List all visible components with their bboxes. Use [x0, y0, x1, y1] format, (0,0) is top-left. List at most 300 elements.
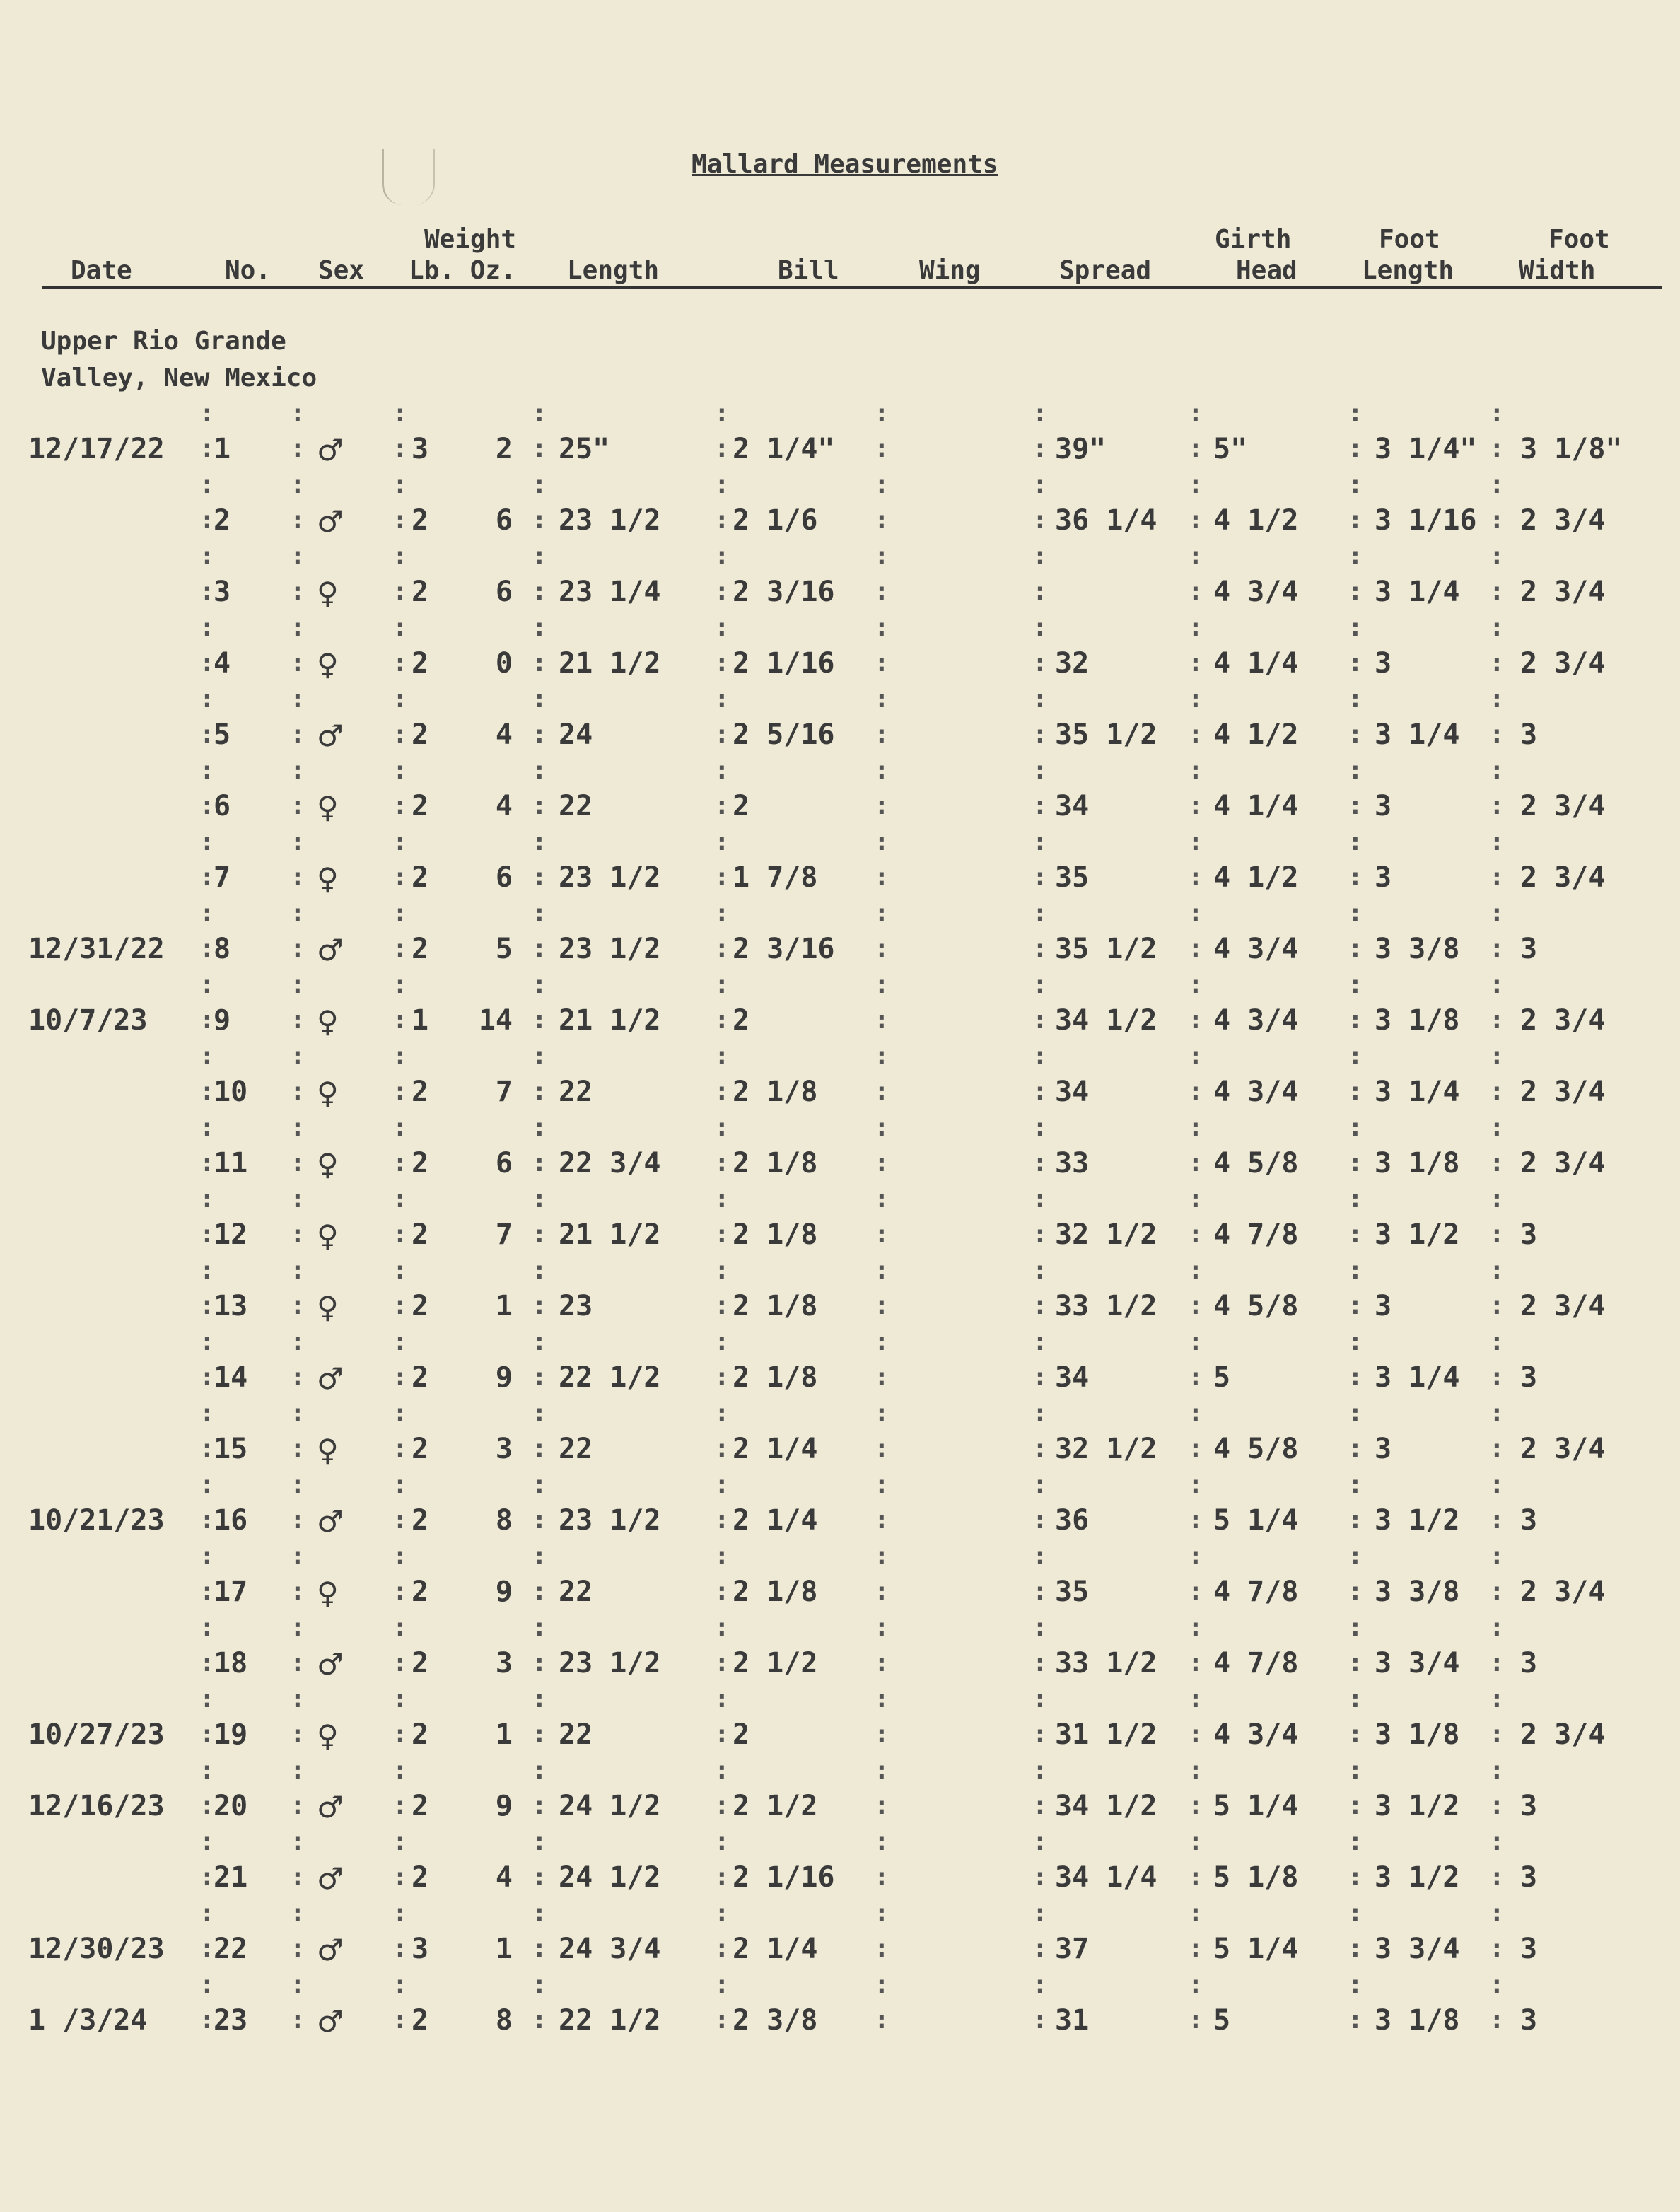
- column-separator: :: [1489, 1720, 1505, 1749]
- cell-lb: 2: [412, 1790, 429, 1822]
- column-separator: :: [199, 863, 215, 892]
- cell-foot-width: 2 3/4: [1520, 1290, 1606, 1322]
- column-separator: :: [199, 1863, 215, 1892]
- column-separator: :: [714, 1934, 730, 1963]
- column-separator: :: [392, 1184, 408, 1213]
- cell-sex: ♂: [317, 933, 344, 967]
- column-separator: :: [874, 1791, 889, 1820]
- column-separator: :: [1188, 1291, 1203, 1320]
- column-separator: :: [1188, 1148, 1203, 1177]
- column-separator: :: [199, 934, 215, 963]
- cell-foot-length: 3 1/4: [1375, 1076, 1460, 1108]
- cell-oz: 3: [495, 1647, 513, 1680]
- cell-length: 23: [559, 1290, 593, 1322]
- column-separator: :: [392, 1470, 408, 1499]
- column-separator: :: [1348, 1506, 1363, 1535]
- cell-foot-width: 2 3/4: [1520, 1433, 1606, 1465]
- cell-date: 12/30/23: [28, 1933, 165, 1965]
- column-separator: :: [1489, 542, 1505, 571]
- column-separator: :: [1032, 720, 1048, 749]
- column-separator: :: [1032, 1363, 1048, 1392]
- cell-no: 10: [214, 1076, 248, 1108]
- cell-foot-length: 3 1/8: [1375, 1718, 1460, 1751]
- column-separator: :: [1188, 1684, 1203, 1713]
- column-separator: :: [1348, 934, 1363, 963]
- column-separator: :: [1348, 1791, 1363, 1820]
- column-separator: :: [199, 1934, 215, 1963]
- cell-sex: ♀: [317, 1576, 339, 1610]
- column-separator: :: [714, 1577, 730, 1606]
- column-separator: :: [874, 1006, 889, 1035]
- column-separator: :: [1032, 1327, 1048, 1356]
- cell-date: 10/7/23: [28, 1004, 148, 1037]
- column-separator: :: [1188, 1042, 1203, 1071]
- column-separator: :: [199, 1042, 215, 1071]
- cell-no: 23: [214, 2004, 248, 2037]
- cell-spread: 35: [1055, 1576, 1090, 1608]
- column-separator: :: [532, 1863, 547, 1892]
- cell-length: 22: [559, 1576, 593, 1608]
- cell-foot-length: 3 1/2: [1375, 1790, 1460, 1822]
- column-separator: :: [1188, 1756, 1203, 1785]
- column-separator: :: [1489, 1863, 1505, 1892]
- column-separator: :: [290, 970, 305, 999]
- column-separator: :: [1032, 1970, 1048, 1999]
- cell-foot-width: 2 3/4: [1520, 1718, 1606, 1751]
- column-separator: :: [1489, 1791, 1505, 1820]
- cell-girth: 4 1/2: [1213, 861, 1299, 894]
- cell-girth: 4 7/8: [1213, 1218, 1299, 1251]
- cell-foot-width: 2 3/4: [1520, 1576, 1606, 1608]
- column-separator: :: [1032, 1791, 1048, 1820]
- cell-spread: 34 1/2: [1055, 1790, 1157, 1822]
- cell-spread: 34: [1055, 1076, 1090, 1108]
- column-separator: :: [1032, 1113, 1048, 1142]
- cell-lb: 2: [412, 504, 429, 537]
- column-separator: :: [874, 1434, 889, 1463]
- column-separator: :: [714, 1613, 730, 1642]
- column-separator: :: [392, 1720, 408, 1749]
- cell-bill: 2 1/6: [733, 504, 818, 537]
- column-separator: :: [532, 1291, 547, 1320]
- column-separator: :: [1188, 863, 1203, 892]
- column-separator: :: [392, 899, 408, 928]
- column-separator: :: [874, 1613, 889, 1642]
- column-separator: :: [1348, 1934, 1363, 1963]
- column-separator: :: [874, 470, 889, 499]
- column-separator: :: [874, 685, 889, 714]
- column-separator: :: [714, 542, 730, 571]
- column-separator: :: [1032, 1220, 1048, 1249]
- cell-girth: 4 5/8: [1213, 1290, 1299, 1322]
- column-separator: :: [1188, 1970, 1203, 1999]
- column-separator: :: [199, 1827, 215, 1856]
- column-separator: :: [290, 1791, 305, 1820]
- column-separator: :: [1348, 720, 1363, 749]
- column-separator: :: [1348, 1684, 1363, 1713]
- column-separator: :: [532, 2006, 547, 2035]
- column-separator: :: [199, 827, 215, 856]
- column-separator: :: [199, 1542, 215, 1571]
- cell-foot-width: 3: [1520, 718, 1538, 751]
- column-separator: :: [1348, 470, 1363, 499]
- column-separator: :: [1348, 827, 1363, 856]
- column-separator: :: [1032, 399, 1048, 428]
- column-separator: :: [392, 827, 408, 856]
- cell-foot-width: 3 1/8": [1520, 433, 1623, 465]
- column-separator: :: [714, 827, 730, 856]
- cell-foot-length: 3 1/4": [1375, 433, 1477, 465]
- column-separator: :: [1348, 1113, 1363, 1142]
- column-separator: :: [199, 1648, 215, 1677]
- cell-girth: 4 3/4: [1213, 1004, 1299, 1037]
- column-separator: :: [874, 1756, 889, 1785]
- cell-sex: ♂: [317, 718, 344, 753]
- column-separator: :: [199, 1006, 215, 1035]
- cell-oz: 4: [495, 790, 513, 822]
- cell-no: 12: [214, 1218, 248, 1251]
- column-separator: :: [199, 1327, 215, 1356]
- column-separator: :: [392, 542, 408, 571]
- column-separator: :: [1348, 506, 1363, 535]
- column-separator: :: [290, 1113, 305, 1142]
- column-separator: :: [532, 970, 547, 999]
- column-separator: :: [1489, 720, 1505, 749]
- cell-length: 23 1/2: [559, 861, 661, 894]
- column-separator: :: [290, 791, 305, 820]
- cell-foot-width: 3: [1520, 1647, 1538, 1680]
- cell-length: 22 1/2: [559, 2004, 661, 2037]
- cell-no: 7: [214, 861, 231, 894]
- column-separator: :: [1348, 542, 1363, 571]
- column-separator: :: [532, 1577, 547, 1606]
- cell-foot-width: 3: [1520, 1790, 1538, 1822]
- column-separator: :: [290, 1542, 305, 1571]
- column-separator: :: [392, 685, 408, 714]
- column-separator: :: [1032, 1399, 1048, 1428]
- column-separator: :: [532, 1363, 547, 1392]
- column-separator: :: [874, 1148, 889, 1177]
- column-separator: :: [1348, 1470, 1363, 1499]
- column-separator: :: [199, 1363, 215, 1392]
- cell-no: 11: [214, 1147, 248, 1180]
- column-separator: :: [1188, 1791, 1203, 1820]
- column-separator: :: [714, 1042, 730, 1071]
- header-foot-width-top: Foot: [1548, 225, 1610, 254]
- column-separator: :: [532, 1613, 547, 1642]
- cell-girth: 4 7/8: [1213, 1647, 1299, 1680]
- column-separator: :: [532, 1827, 547, 1856]
- column-separator: :: [714, 1327, 730, 1356]
- column-separator: :: [1188, 1648, 1203, 1677]
- column-separator: :: [290, 399, 305, 428]
- column-separator: :: [1489, 863, 1505, 892]
- cell-girth: 4 3/4: [1213, 1076, 1299, 1108]
- column-separator: :: [532, 1791, 547, 1820]
- cell-spread: 31 1/2: [1055, 1718, 1157, 1751]
- column-separator: :: [1188, 1006, 1203, 1035]
- cell-foot-length: 3 1/16: [1375, 504, 1477, 537]
- column-separator: :: [714, 648, 730, 677]
- cell-spread: 32 1/2: [1055, 1433, 1157, 1465]
- column-separator: :: [1348, 970, 1363, 999]
- column-separator: :: [1348, 1756, 1363, 1785]
- column-separator: :: [290, 1863, 305, 1892]
- column-separator: :: [1188, 1434, 1203, 1463]
- header-weight: Weight: [424, 225, 517, 254]
- cell-no: 9: [214, 1004, 231, 1037]
- column-separator: :: [199, 1220, 215, 1249]
- column-separator: :: [532, 1256, 547, 1285]
- cell-oz: 8: [495, 2004, 513, 2037]
- column-separator: :: [1489, 399, 1505, 428]
- column-separator: :: [392, 1256, 408, 1285]
- column-separator: :: [1032, 1256, 1048, 1285]
- column-separator: :: [392, 1042, 408, 1071]
- cell-oz: 9: [495, 1790, 513, 1822]
- cell-date: 10/21/23: [28, 1504, 165, 1537]
- header-date: Date: [71, 256, 132, 285]
- column-separator: :: [1032, 827, 1048, 856]
- column-separator: :: [1032, 1648, 1048, 1677]
- column-separator: :: [714, 1542, 730, 1571]
- column-separator: :: [1489, 899, 1505, 928]
- cell-girth: 4 3/4: [1213, 1718, 1299, 1751]
- cell-no: 17: [214, 1576, 248, 1608]
- column-separator: :: [290, 720, 305, 749]
- column-separator: :: [199, 1399, 215, 1428]
- cell-length: 22: [559, 1076, 593, 1108]
- column-separator: :: [199, 2006, 215, 2035]
- cell-bill: 2 1/16: [733, 647, 835, 680]
- cell-foot-length: 3 1/8: [1375, 2004, 1460, 2037]
- column-separator: :: [290, 1256, 305, 1285]
- cell-lb: 2: [412, 576, 429, 608]
- cell-foot-length: 3: [1375, 790, 1392, 822]
- column-separator: :: [199, 577, 215, 606]
- cell-length: 21 1/2: [559, 1218, 661, 1251]
- cell-date: 10/27/23: [28, 1718, 165, 1751]
- column-separator: :: [1348, 1220, 1363, 1249]
- column-separator: :: [1188, 827, 1203, 856]
- column-separator: :: [1032, 1827, 1048, 1856]
- column-separator: :: [199, 1434, 215, 1463]
- column-separator: :: [1489, 1184, 1505, 1213]
- column-separator: :: [1188, 2006, 1203, 2035]
- column-separator: :: [392, 399, 408, 428]
- column-separator: :: [1489, 1648, 1505, 1677]
- cell-length: 23 1/2: [559, 1647, 661, 1680]
- cell-no: 16: [214, 1504, 248, 1537]
- cell-no: 6: [214, 790, 231, 822]
- cell-girth: 4 7/8: [1213, 1576, 1299, 1608]
- cell-girth: 4 1/2: [1213, 504, 1299, 537]
- column-separator: :: [1348, 577, 1363, 606]
- column-separator: :: [1489, 470, 1505, 499]
- cell-length: 23 1/2: [559, 933, 661, 965]
- column-separator: :: [1032, 1720, 1048, 1749]
- cell-spread: 36: [1055, 1504, 1090, 1537]
- column-separator: :: [1348, 863, 1363, 892]
- column-separator: :: [1188, 1863, 1203, 1892]
- column-separator: :: [290, 1434, 305, 1463]
- column-separator: :: [1489, 1256, 1505, 1285]
- cell-foot-width: 3: [1520, 2004, 1538, 2037]
- column-separator: :: [392, 2006, 408, 2035]
- cell-length: 23 1/4: [559, 576, 661, 608]
- cell-length: 24 3/4: [559, 1933, 661, 1965]
- column-separator: :: [1032, 613, 1048, 642]
- column-separator: :: [290, 1827, 305, 1856]
- cell-girth: 5: [1213, 2004, 1231, 2037]
- column-separator: :: [1489, 577, 1505, 606]
- column-separator: :: [1032, 1613, 1048, 1642]
- header-foot-length-top: Foot: [1379, 225, 1440, 254]
- column-separator: :: [1489, 506, 1505, 535]
- cell-spread: 35 1/2: [1055, 933, 1157, 965]
- cell-girth: 5 1/4: [1213, 1790, 1299, 1822]
- column-separator: :: [714, 1470, 730, 1499]
- cell-no: 13: [214, 1290, 248, 1322]
- cell-lb: 2: [412, 1147, 429, 1180]
- column-separator: :: [532, 1113, 547, 1142]
- cell-no: 2: [214, 504, 231, 537]
- cell-no: 1: [214, 433, 231, 465]
- header-underline: [42, 286, 1662, 289]
- cell-girth: 5": [1213, 433, 1248, 465]
- cell-oz: 5: [495, 933, 513, 965]
- column-separator: :: [1032, 1077, 1048, 1106]
- column-separator: :: [290, 1077, 305, 1106]
- header-no: No.: [225, 256, 272, 285]
- column-separator: :: [714, 1863, 730, 1892]
- column-separator: :: [392, 648, 408, 677]
- cell-lb: 3: [412, 433, 429, 465]
- cell-bill: 2 3/8: [733, 2004, 818, 2037]
- cell-sex: ♀: [317, 1218, 339, 1253]
- column-separator: :: [874, 434, 889, 463]
- cell-spread: 34 1/2: [1055, 1004, 1157, 1037]
- column-separator: :: [714, 1291, 730, 1320]
- column-separator: :: [874, 1899, 889, 1928]
- cell-foot-length: 3 1/2: [1375, 1218, 1460, 1251]
- cell-lb: 2: [412, 2004, 429, 2037]
- column-separator: :: [1032, 1756, 1048, 1785]
- cell-foot-length: 3: [1375, 647, 1392, 680]
- column-separator: :: [392, 1648, 408, 1677]
- column-separator: :: [1489, 1113, 1505, 1142]
- column-separator: :: [290, 1970, 305, 1999]
- column-separator: :: [1348, 648, 1363, 677]
- column-separator: :: [874, 1399, 889, 1428]
- cell-lb: 2: [412, 1218, 429, 1251]
- column-separator: :: [874, 648, 889, 677]
- cell-date: 1 /3/24: [28, 2004, 148, 2037]
- column-separator: :: [1489, 1434, 1505, 1463]
- column-separator: :: [1188, 934, 1203, 963]
- column-separator: :: [199, 1899, 215, 1928]
- column-separator: :: [874, 791, 889, 820]
- column-separator: :: [1489, 1470, 1505, 1499]
- cell-foot-width: 3: [1520, 1933, 1538, 1965]
- column-separator: :: [874, 1256, 889, 1285]
- column-separator: :: [199, 1613, 215, 1642]
- column-separator: :: [714, 899, 730, 928]
- column-separator: :: [1348, 1291, 1363, 1320]
- column-separator: :: [1188, 1220, 1203, 1249]
- column-separator: :: [199, 1970, 215, 1999]
- column-separator: :: [1348, 899, 1363, 928]
- column-separator: :: [392, 613, 408, 642]
- column-separator: :: [1032, 506, 1048, 535]
- column-separator: :: [392, 1434, 408, 1463]
- cell-date: 12/16/23: [28, 1790, 165, 1822]
- column-separator: :: [290, 1363, 305, 1392]
- column-separator: :: [1348, 1077, 1363, 1106]
- cell-lb: 2: [412, 933, 429, 965]
- column-separator: :: [392, 791, 408, 820]
- column-separator: :: [532, 1399, 547, 1428]
- column-separator: :: [714, 1720, 730, 1749]
- cell-spread: 35 1/2: [1055, 718, 1157, 751]
- column-separator: :: [532, 1899, 547, 1928]
- cell-no: 22: [214, 1933, 248, 1965]
- column-separator: :: [714, 1077, 730, 1106]
- column-separator: :: [1188, 685, 1203, 714]
- column-separator: :: [1032, 1291, 1048, 1320]
- column-separator: :: [874, 1506, 889, 1535]
- cell-lb: 2: [412, 1504, 429, 1537]
- column-separator: :: [714, 756, 730, 785]
- column-separator: :: [1489, 1684, 1505, 1713]
- column-separator: :: [714, 1506, 730, 1535]
- column-separator: :: [1348, 2006, 1363, 2035]
- column-separator: :: [392, 1863, 408, 1892]
- column-separator: :: [290, 899, 305, 928]
- column-separator: :: [1348, 1613, 1363, 1642]
- column-separator: :: [1348, 1184, 1363, 1213]
- column-separator: :: [1348, 1327, 1363, 1356]
- column-separator: :: [874, 899, 889, 928]
- column-separator: :: [290, 1399, 305, 1428]
- cell-date: 12/31/22: [28, 933, 165, 965]
- cell-length: 23 1/2: [559, 1504, 661, 1537]
- cell-foot-length: 3 1/8: [1375, 1147, 1460, 1180]
- cell-girth: 5: [1213, 1361, 1231, 1394]
- column-separator: :: [290, 756, 305, 785]
- column-separator: :: [1348, 1648, 1363, 1677]
- column-separator: :: [1489, 1042, 1505, 1071]
- cell-spread: 36 1/4: [1055, 504, 1157, 537]
- column-separator: :: [532, 506, 547, 535]
- column-separator: :: [1032, 1577, 1048, 1606]
- column-separator: :: [1032, 756, 1048, 785]
- cell-spread: 37: [1055, 1933, 1090, 1965]
- cell-bill: 2: [733, 790, 750, 822]
- column-separator: :: [392, 1756, 408, 1785]
- column-separator: :: [392, 863, 408, 892]
- column-separator: :: [874, 863, 889, 892]
- cell-foot-length: 3: [1375, 1290, 1392, 1322]
- column-separator: :: [1348, 613, 1363, 642]
- column-separator: :: [392, 434, 408, 463]
- cell-length: 22 3/4: [559, 1147, 661, 1180]
- column-separator: :: [874, 1827, 889, 1856]
- cell-lb: 1: [412, 1004, 429, 1037]
- cell-bill: 2 1/4: [733, 1933, 818, 1965]
- column-separator: :: [392, 1399, 408, 1428]
- column-separator: :: [1348, 685, 1363, 714]
